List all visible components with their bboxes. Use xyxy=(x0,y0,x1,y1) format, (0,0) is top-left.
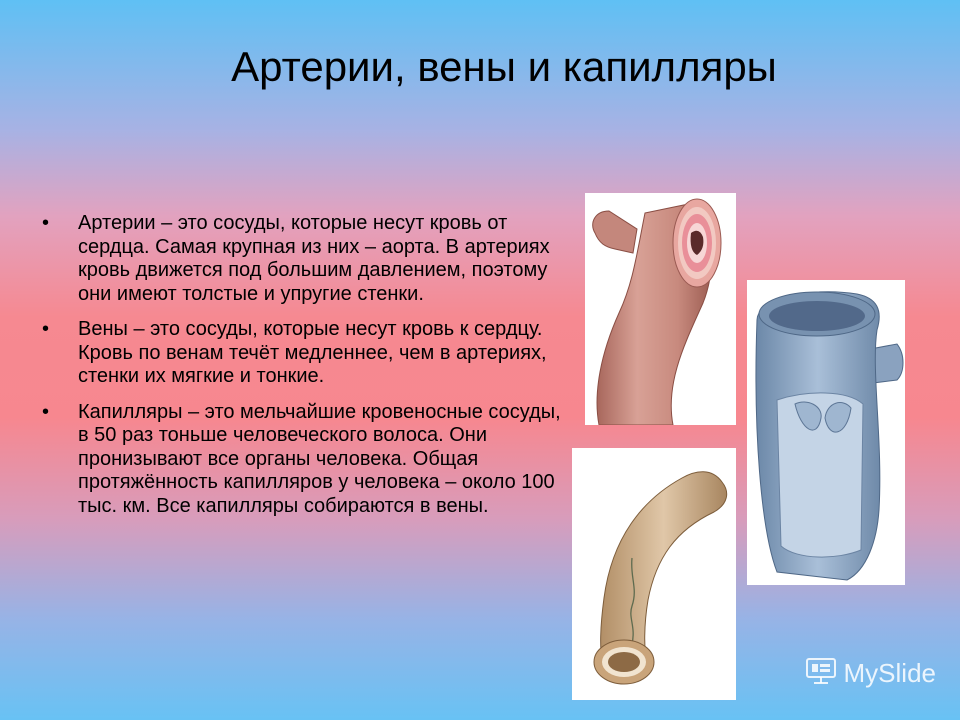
artery-illustration xyxy=(585,193,736,425)
vein-illustration xyxy=(747,280,905,585)
bullet-item-capillaries xyxy=(38,401,568,519)
bullet-item-veins xyxy=(38,318,568,389)
slide-title: Артерии, вены и капилляры xyxy=(231,43,777,90)
vein-drawing xyxy=(747,280,905,585)
capillary-illustration xyxy=(572,448,736,700)
bullet-item-arteries xyxy=(38,212,568,306)
presentation-board-icon xyxy=(804,653,838,694)
bullet-text-veins: Вены – это сосуды, которые несут кровь к сердцу. Кровь по венам течёт медленнее, чем в артериях, стенки их мягкие и тонкие. xyxy=(78,318,547,387)
bullet-text-capillaries: Капилляры – это мельчайшие кровеносные сосуды, в 50 раз тоньше человеческого волоса. Они пронизывают все органы человека. Общая протяжённость капилляров у человека – около 100 тыс. км. Все капилляры собираются в вены. xyxy=(78,400,561,517)
bullet-text-arteries: Артерии – это сосуды, которые несут кровь от сердца. Самая крупная из них – аорта. В артериях кровь движется под большим давлением, поэтому они имеют толстые и упругие стенки. xyxy=(78,212,550,305)
artery-drawing xyxy=(585,193,736,425)
bullet-marker: • xyxy=(42,318,50,340)
bullet-marker: • xyxy=(42,400,50,423)
watermark-text: MySlide xyxy=(843,657,936,688)
bullet-list xyxy=(38,212,568,530)
capillary-drawing xyxy=(572,448,736,700)
watermark xyxy=(804,656,936,690)
bullet-marker: • xyxy=(42,212,50,234)
